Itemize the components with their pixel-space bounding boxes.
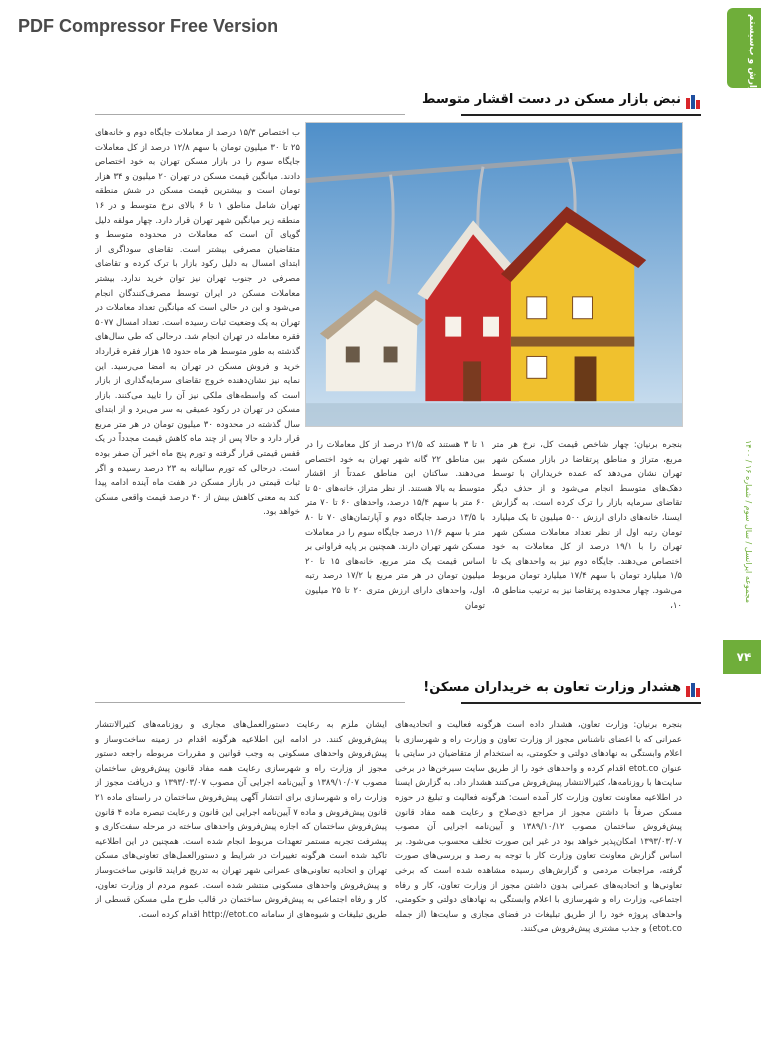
title-rule-thin (95, 702, 405, 703)
page-number: ۷۴ (727, 640, 761, 674)
article-2-column-e: بنجره برنیان: وزارت تعاون، هشدار داده است هرگونه فعالیت و اتحادیه‌های عمرانی که با اعضای ناشناس مجوز از وزارت تعاون و وزارت راه و شهرسازی با اعلام وابستگی به نهادهای دولتی و حکومتی، به استخدام از متقاضیان در سایتی با عنوان etot.co اقدام کرده و واحدهای خود را از طریق سایت سیرخن‌ها در برخی سایت‌ها با روزنامه‌ها، کثیرالانتشار پیش‌فروش می‌کنند هشدار داد. به گزارش ایسنا در اطلاعیه معاونت تعاون وزارت کار آمده است: هرگونه فعالیت و تبلیغ در حوزه مسکن صرفاً با داشتن مجوز از مراجع ذی‌صلاح و رعایت همه مفاد قانون پیش‌فروش ساختمان مصوب ۱۳۸۹/۱۰/۱۲ و آیین‌نامه اجرایی آن مصوب ۱۳۹۳/۰۳/۰۷ امکان‌پذیر خواهد بود در غیر این صورت تخلف محسوب می‌شود. بر اساس گزارش معاونت تعاون وزارت کار با توجه به رصد و بررسی‌های صورت گرفته، مراجعات مردمی و گزارش‌های رسیده مشاهده شده است که برخی تعاونی‌ها و اتحادیه‌های عمرانی بدون داشتن مجوز از وزارت تعاون، کار و رفاه اجتماعی، وزارت راه و شهرسازی با اعلام وابستگی به نهادهای دولتی و حکومتی، واحدهای پروژه خود را از طریق تبلیغات در فضای مجازی و سایت‌ها (از جمله etot.co) و جذب مشتری پیش‌فروش می‌کنند. (395, 720, 682, 935)
houses-on-hooks-photo (305, 122, 683, 427)
article-1-column-b: ۱ تا ۳ هستند که ۲۱/۵ درصد از کل معاملات را در بین مناطق ۲۲ گانه شهر تهران به خود اختصاص می‌دهند. ساکنان این مناطق عمدتاً از اقشار متوسط به بالا هستند. از نظر متراژ، خانه‌های ۵۰ تا ۶۰ متر با سهم ۱۵/۴ درصد، واحدهای ۶۰ تا ۷۰ متر با ۱۳/۵ درصد جایگاه دوم و آپارتمان‌های ۷۰ تا ۸۰ متر با سهم ۱۱/۶ درصد جایگاه سوم را در معاملات مسکن شهر تهران دارند. همچنین بر پایه فراوانی بر اساس قیمت یک متر مربع، خانه‌های ۱۵ تا ۲۰ میلیون تومان در هر متر مربع با ۱۷/۲ درصد رتبه اول، واحدهای دارای ارزش متری ۲۰ تا ۲۵ میلیون تومان (305, 440, 485, 611)
title-rule (461, 114, 701, 116)
magazine-logo-icon (685, 94, 701, 110)
title-rule-thin (95, 114, 405, 115)
magazine-logo-icon (685, 682, 701, 698)
article-1-column-c: بنجره برنیان: چهار شاخص قیمت کل، نرخ هر متر مربع، متراژ و مناطق پرتقاضا در بازار مسکن شهر تهران نشان می‌دهد که عمده خریداران با توسط دهک‌های متوسط انجام می‌شود و از حذف دیگر تقاضای سرمایه بازار را ترک کرده است. به گزارش ایسنا، خانه‌های دارای ارزش ۵۰۰ میلیون تا یک میلیارد تومان رتبه اول از نظر تعداد معاملات مسکن شهر تهران را با ۱۹/۱ درصد از کل معاملات به خود اختصاص می‌دهند. جایگاه دوم نیز به واحدهای یک تا ۱/۵ میلیارد تومان با سهم ۱۷/۴ میلیارد تومان مربوط می‌شود. چهار محدوده پرتقاضا نیز به ترتیب مناطق ۵، ۱۰، (492, 440, 682, 611)
watermark-text: PDF Compressor Free Version (18, 16, 279, 36)
section-tab-label: گزارش و ب‌سیستم (747, 14, 757, 99)
side-caption: مجموعه ایرانسل / سال سوم / شماره ۱۶ / ۱۴۰۰ (744, 440, 753, 604)
title-rule (461, 702, 701, 704)
article-2-title: هشدار وزارت تعاون به خریداران مسکن! (423, 680, 681, 695)
article-1-column-a: ب اختصاص ۱۵/۳ درصد از معاملات جایگاه دوم و خانه‌های ۲۵ تا ۳۰ میلیون تومان با سهم ۱۲/۸ درصد از کل معاملات جایگاه سوم را در بازار مسکن تهران به خود اختصاص دادند. میانگین قیمت مسکن در تهران ۲۰ میلیون و ۳۴ هزار تومان است و بیشترین قیمت مسکن در شش منطقه تهران شامل مناطق ۱ تا ۶ بالای نرخ متوسط و در ۱۶ منطقه زیر میانگین شهر تهران قرار دارد. چهار مولفه دلیل گویای آن است که معاملات در محدوده متوسط و متقاضیان مصرفی بیشتر است. تقاضای سوداگری از ابتدای امسال به دلیل رکود بازار با ترک کرده و تقاضای مصرفی در جنوب تهران نیز توان خرید ندارد. بیشتر معاملات مسکن در ایران توسط مصرف‌کنندگان انجام می‌شود و این در حالی است که میانگین تعداد معاملات در تهران به یک وضعیت ثبات رسیده است. تعداد امسال ۵۰۷۷ فقره معامله در تهران انجام شد. درحالی که طی سال‌های گذشته به طور متوسط هر ماه حدود ۱۵ هزار فقره قرارداد خرید و فروش مسکن در تهران به امضا می‌رسید. این نمایه نیز نشان‌دهنده خروج تقاضای سرمایه‌گذاری از بازار است که واسطه‌های ملکی نیز آن را تایید می‌کنند. بازار مسکن در تهران در رکود عمیقی به سر می‌برد و از ابتدای سال گذشته در محدوده ۳۰ میلیون تومان در هر متر مربع قرار دارد و حالا پس از چند ماه کاهش قیمت مجدداً در یک قفس قیمتی قرار گرفته و تورم پنج ماه اخیر آن صفر بوده است. درحالی که تورم سالیانه به ۲۳ درصد رسیده و اگر ثبات قیمتی در بازار مسکن در هفت ماه آینده ادامه پیدا کند به معنی کاهش بیش از ۴۰ درصد قیمت واقعی مسکن خواهد بود. (95, 128, 300, 518)
article-1-title: نبض بازار مسکن در دست اقشار متوسط (422, 92, 681, 107)
article-2-column-d: ایشان ملزم به رعایت دستورالعمل‌های مجاری و روزنامه‌های کثیرالانتشار پیش‌فروش کنند. در ادامه این اطلاعیه هرگونه اقدام در زمینه ساخت‌وساز و پیش‌فروش واحدهای مسکونی به وجب قوانین و مقررات مربوطه راجعه دستور مجوز از وزارت راه و شهرسازی رعایت همه مفاد قانون پیش‌فروش ساختمان مصوب ۱۳۸۹/۱۰/۰۷ و آیین‌نامه اجرایی آن مصوب ۱۳۹۳/۰۳/۰۷ و دریافت مجوز از وزارت راه و شهرسازی برای انتشار آگهی پیش‌فروش ساختمان در راستای ماده ۲۱ قانون پیش‌فروش و ماده ۷ آیین‌نامه اجرایی این قانون و رعایت تبصره ماده ۴ قانون پیش‌فروش ساختمان که اجازه پیش‌فروش واحدهای ساخته در مرحله سفت‌کاری و پیشرفت تجربه مستمر تعهدات مربوط انجام شده است. همچنین در این اطلاعیه تاکید شده است هرگونه تغییرات در شرایط و دستورالعمل‌های تعاونی‌های مسکن تهران و اتحادیه تعاونی‌های عمرانی شهر تهران به تدریج فرایند قانونی ساخت‌وساز و پیش‌فروش واحدهای مسکونی منتشر شده است. عموم مردم از وزارت تعاون، کار و رفاه اجتماعی به پیش‌فروش ساختمان در قالب طرح ملی مسکن قسطی از طریق تبلیغات و شیوه‌های از سامانه http://etot.co اقدام کرده است. (95, 720, 387, 920)
